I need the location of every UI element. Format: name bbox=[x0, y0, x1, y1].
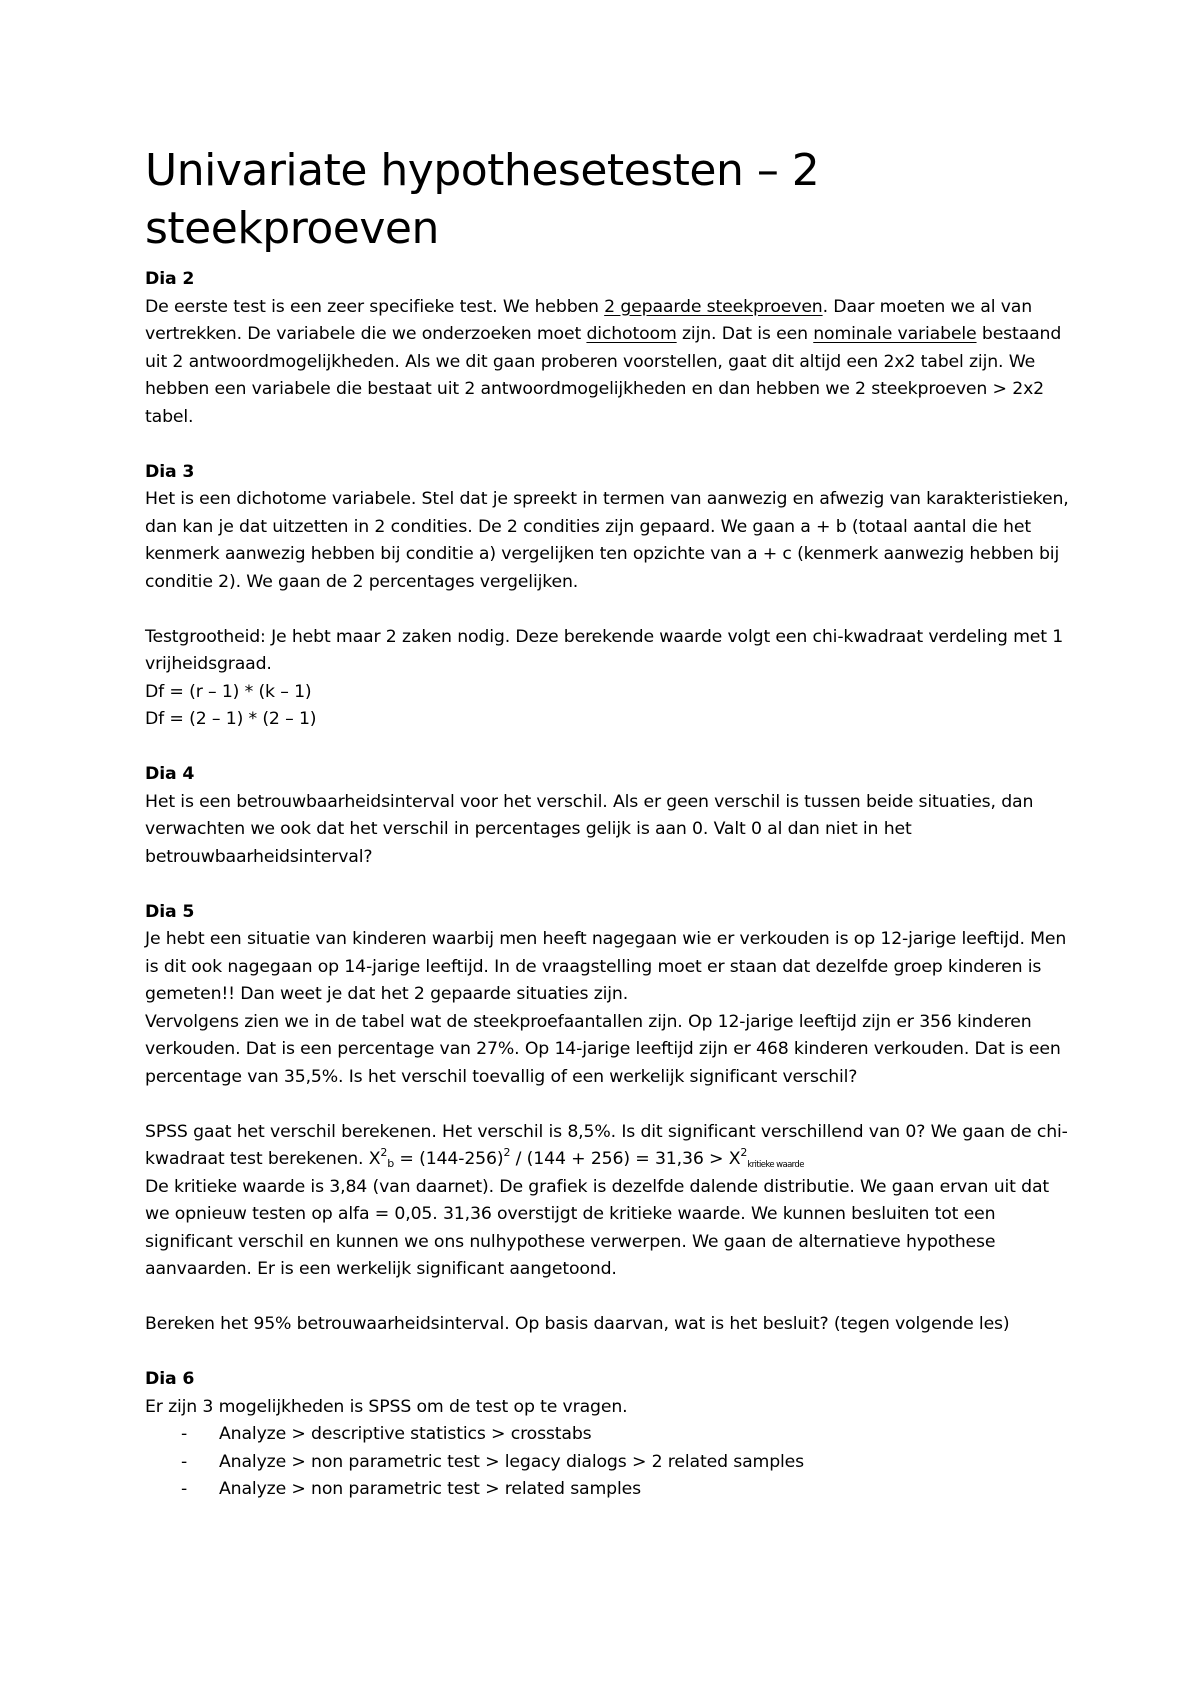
text-run: . Daar moeten we al van vertrekken. De variabele die we onderzoeken moet bbox=[145, 296, 1033, 344]
subscript: b bbox=[387, 1157, 395, 1170]
underlined-term-gepaarde-steekproeven: 2 gepaarde steekproeven bbox=[604, 296, 823, 317]
superscript: 2 bbox=[740, 1146, 748, 1159]
dia-5-paragraph-1: Je hebt een situatie van kinderen waarbij men heeft nagegaan wie er verkouden is op 12-jarige leeftijd. Men is dit ook nagegaan op 14-jarige leeftijd. In de vraagstelling moet er staan dat dezelfde groep kinderen is gemeten!! Dan weet je dat het 2 gepaarde situaties zijn. bbox=[145, 929, 1067, 1004]
list-item-text: Analyze > descriptive statistics > crosstabs bbox=[219, 1424, 592, 1444]
dia-5-formula-paragraph bbox=[145, 1119, 1075, 1174]
superscript: 2 bbox=[380, 1146, 388, 1159]
subscript: kritieke waarde bbox=[747, 1160, 804, 1170]
dash-bullet: - bbox=[181, 1424, 188, 1444]
section-heading-dia-5: Dia 5 bbox=[145, 901, 195, 922]
dia-3-paragraph-2: Testgrootheid: Je hebt maar 2 zaken nodig. Deze berekende waarde volgt een chi-kwadraat verdeling met 1 vrijheidsgraad. bbox=[145, 626, 1064, 674]
text-run: = (144-256) bbox=[394, 1149, 504, 1169]
dia-6-paragraph: Er zijn 3 mogelijkheden is SPSS om de test op te vragen. bbox=[145, 1396, 628, 1417]
section-heading-dia-6: Dia 6 bbox=[145, 1369, 195, 1389]
superscript: 2 bbox=[503, 1146, 511, 1159]
section-heading-dia-4: Dia 4 bbox=[145, 764, 195, 784]
section-heading-dia-2: Dia 2 bbox=[145, 269, 195, 289]
list-item bbox=[181, 1421, 1075, 1449]
dash-bullet: - bbox=[181, 1451, 188, 1472]
dia-5-paragraph-2: Vervolgens zien we in de tabel wat de steekproefaantallen zijn. Op 12-jarige leeftijd zijn er 356 kinderen verkouden. Dat is een percentage van 27%. Op 14-jarige leeftijd zijn er 468 kinderen verkouden. Dat is een percentage van 35,5%. Is het verschil toevallig of een werkelijk significant verschil? bbox=[145, 1011, 1061, 1087]
spss-options-list bbox=[145, 1421, 1075, 1504]
list-item bbox=[181, 1449, 1075, 1477]
text-run: / (144 + 256) = 31,36 > X bbox=[510, 1149, 741, 1169]
list-item-text: Analyze > non parametric test > related samples bbox=[219, 1479, 641, 1499]
underlined-term-dichotoom: dichotoom bbox=[586, 324, 677, 344]
dia-3-paragraph-1: Het is een dichotome variabele. Stel dat je spreekt in termen van aanwezig en afwezig van karakteristieken, dan kan je dat uitzetten in 2 condities. De 2 condities zijn gepaard. We gaan a + b (totaal aantal die het kenmerk aanwezig hebben bij conditie a) vergelijken ten opzichte van a + c (kenmerk aanwezig hebben bij conditie 2). We gaan de 2 percentages vergelijken. bbox=[145, 489, 1069, 592]
df-formula-1: Df = (r – 1) * (k – 1) bbox=[145, 681, 312, 702]
df-formula-2: Df = (2 – 1) * (2 – 1) bbox=[145, 709, 317, 729]
dia-2-paragraph bbox=[145, 294, 1075, 432]
list-item-text: Analyze > non parametric test > legacy dialogs > 2 related samples bbox=[219, 1451, 805, 1472]
document-body bbox=[145, 142, 1075, 1504]
dia-5-paragraph-5: Bereken het 95% betrouwaarheidsinterval. Op basis daarvan, wat is het besluit? (tegen volgende les) bbox=[145, 1314, 1010, 1334]
underlined-term-nominale-variabele: nominale variabele bbox=[813, 324, 977, 344]
dia-5-paragraph-4: De kritieke waarde is 3,84 (van daarnet). De grafiek is dezelfde dalende distributie. We gaan ervan uit dat we opnieuw testen op alfa = 0,05. 31,36 overstijgt de kritieke waarde. We kunnen besluiten tot een significant verschil en kunnen we ons nulhypothese verwerpen. We gaan de alternatieve hypothese aanvaarden. Er is een werkelijk significant aangetoond. bbox=[145, 1176, 1050, 1279]
text-run: bestaand uit 2 antwoordmogelijkheden. Als we dit gaan proberen voorstellen, gaat dit altijd een 2x2 tabel zijn. We hebben een variabele die bestaat uit 2 antwoordmogelijkheden en dan hebben we 2 steekproeven > 2x2 tabel. bbox=[145, 324, 1062, 427]
dia-4-paragraph: Het is een betrouwbaarheidsinterval voor het verschil. Als er geen verschil is tussen beide situaties, dan verwachten we ook dat het verschil in percentages gelijk is aan 0. Valt 0 al dan niet in het betrouwbaarheidsinterval? bbox=[145, 791, 1034, 867]
text-run: SPSS gaat het verschil berekenen. Het verschil is 8,5%. Is dit significant verschillend van 0? We gaan de chi-kwadraat test berekenen. X bbox=[145, 1121, 1068, 1169]
section-heading-dia-3: Dia 3 bbox=[145, 461, 195, 482]
list-item bbox=[181, 1476, 1075, 1504]
dash-bullet: - bbox=[181, 1479, 188, 1499]
text-run: zijn. Dat is een bbox=[676, 324, 814, 344]
text-run: De eerste test is een zeer specifieke test. We hebben bbox=[145, 296, 605, 317]
document-title: Univariate hypothesetesten – 2 steekproeven bbox=[145, 145, 820, 254]
